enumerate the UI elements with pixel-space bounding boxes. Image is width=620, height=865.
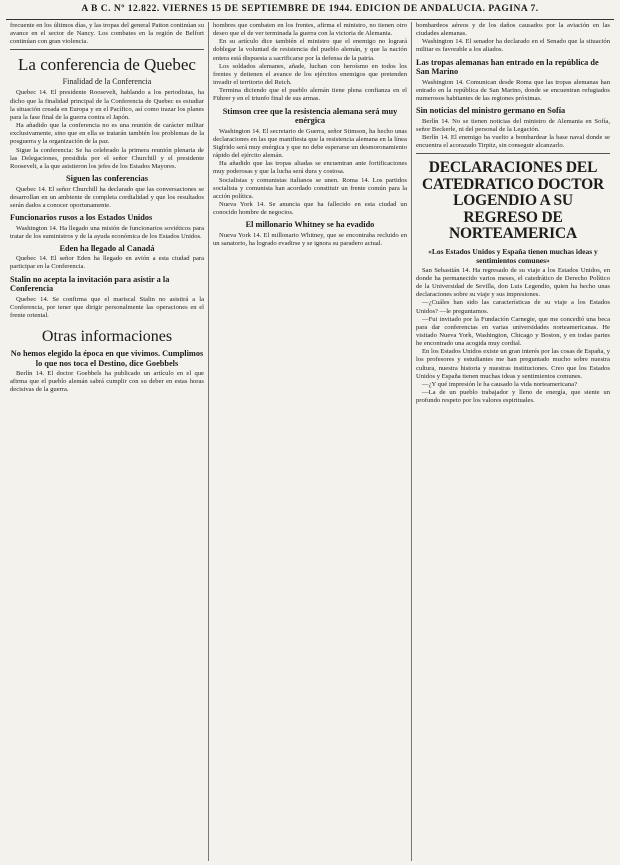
divider: [10, 49, 204, 50]
subheading-declaraciones: «Los Estados Unidos y España tienen muchas ideas y sentimientos comunes»: [428, 246, 598, 265]
paragraph: Socialistas y comunistas italianos se unen. Roma 14. Los partidos socialista y comunista han acordado constituir un frente común para la acción política.: [213, 176, 407, 200]
paragraph: Sigue la conferencia: Se ha celebrado la primera reunión plenaria de las Delegaciones, presidida por el señor Churchill y el presidente Roosevelt, a la que asistieron los jefes de los Estados Mayores.: [10, 146, 204, 170]
columns: [6, 22, 614, 861]
paragraph: —Fui invitado por la Fundación Carnegie, que me concedió una beca para dar conferencias en varias universidades norteamericanas. He visitado Nueva York, Washington, Chicago y Boston, y en todas partes he encontrado una acogida muy cordial.: [416, 315, 610, 348]
paragraph: Washington 14. Ha llegado una misión de funcionarios soviéticos para tratar de los suministros y de la ayuda económica de los Estados Unidos.: [10, 224, 204, 240]
page-header: A B C. Nº 12.822. VIERNES 15 DE SEPTIEMBRE DE 1944. EDICION DE ANDALUCIA. PAGINA 7.: [6, 4, 614, 20]
divider: [416, 153, 610, 154]
paragraph: frecuente en los últimos días, y las tropas del general Patton continúan su avance en el sector de Nancy. Los combates en la región de Belfort continúan con gran violencia.: [10, 22, 204, 46]
subheading-goebbels: No hemos elegido la época en que vivimos. Cumplimos lo que nos toca el Destino, dice Goebbels: [10, 349, 204, 368]
paragraph: San Sebastián 14. Ha regresado de su viaje a los Estados Unidos, en donde ha permanecido varios meses, el catedrático de Derecho Político de la Universidad de Sevilla, don Luis Legendio, quien ha hecho unas declaraciones sobre su viaje y sus impresiones.: [416, 266, 610, 299]
paragraph: —La de un pueblo trabajador y lleno de energía, que siente un profundo respeto por los valores espirituales.: [416, 389, 610, 405]
headline-declaraciones: DECLARACIONES DEL CATEDRATICO DOCTOR LOGENDIO A SU REGRESO DE NORTEAMERICA: [422, 159, 604, 243]
headline-quebec: La conferencia de Quebec: [18, 55, 196, 75]
column-3: [412, 22, 614, 861]
heading-whitney: El millonario Whitney se ha evadido: [245, 220, 375, 230]
paragraph: Nueva York 14. Se anuncia que ha fallecido en esta ciudad un conocido hombre de negocios.: [213, 200, 407, 217]
paragraph: Washington 14. El senador ha declarado en el Senado que la situación militar es favorable a los aliados.: [416, 38, 610, 54]
paragraph: Quebec 14. El presidente Roosevelt, hablando a los periodistas, ha dicho que la finalidad principal de la Conferencia de Quebec es estudiar la situación creada en Europa y en el Pacífico, así como trazar los planes para la fase final de la guerra contra el Japón.: [10, 89, 204, 121]
heading-stimson: Stimson cree que la resistencia alemana será muy enérgica: [222, 106, 398, 126]
paragraph: Los soldados alemanes, añade, luchan con heroísmo en todos los frentes y detienen el avance de los ejércitos enemigos que pretenden invadir el territorio del Reich.: [213, 62, 407, 87]
paragraph: Berlín 14. El doctor Goebbels ha publicado un artículo en el que afirma que el pueblo alemán sabrá cumplir con su deber en estas horas decisivas de la guerra.: [10, 370, 204, 394]
paragraph: hombres que combaten en los frentes, afirma el ministro, no tienen otro deseo que el de ver terminada la guerra con la victoria de Alemania.: [213, 22, 407, 38]
paragraph: Washington 14. El secretario de Guerra, señor Stimson, ha hecho unas declaraciones en las que manifiesta que la resistencia alemana en la línea Sigfrido será muy enérgica y que no debe esperarse un desmoronamiento rápido del ejército alemán.: [213, 127, 407, 160]
paragraph: —¿Y qué impresión le ha causado la vida norteamericana?: [422, 380, 578, 388]
column-2: [209, 22, 412, 861]
paragraph: —¿Cuáles han sido las características de su viaje a los Estados Unidos? —le preguntamos.: [416, 299, 610, 315]
paragraph: Quebec 14. El señor Eden ha llegado en avión a esta ciudad para participar en la Conferencia.: [10, 255, 204, 271]
headline-otras: Otras informaciones: [41, 328, 173, 346]
paragraph: En los Estados Unidos existe un gran interés por las cosas de España, y los profesores y estudiantes me han preguntado mucho sobre nuestra cultura, nuestra historia y nuestras instituciones. Creo que los Estados Unidos y España tienen muchas ideas y sentimientos comunes.: [416, 348, 610, 380]
subheading-quebec: Finalidad de la Conferencia: [62, 77, 152, 87]
paragraph: Berlín 14. El enemigo ha vuelto a bombardear la base naval donde se encuentra el acorazado Tirpitz, sin conseguir alcanzarlo.: [416, 133, 610, 150]
paragraph: Quebec 14. Se confirma que el mariscal Stalin no asistirá a la Conferencia, por tener que dirigir personalmente las operaciones en el frente oriental.: [10, 295, 204, 319]
heading-san-marino: Las tropas alemanas han entrado en la república de San Marino: [416, 57, 599, 77]
paragraph: Berlín 14. No se tienen noticias del ministro de Alemania en Sofía, señor Beckerle, ni del personal de la Legación.: [416, 117, 610, 133]
paragraph: Nueva York 14. El millonario Whitney, que se encontraba recluido en un sanatorio, ha logrado evadirse y se ignora su paradero actual.: [213, 231, 407, 247]
heading-siguen: Siguen las conferencias: [66, 174, 148, 184]
heading-sofia: Sin noticias del ministro germano en Sofía: [416, 106, 566, 116]
paragraph: bombardeos aéreos y de los daños causados por la aviación en las ciudades alemanas.: [416, 22, 610, 38]
paragraph: Quebec 14. El señor Churchill ha declarado que las conversaciones se desarrollan en un ambiente de completa cordialidad y que los resultados serán dados a conocer oportunamente.: [10, 185, 204, 209]
heading-stalin: Stalin no acepta la invitación para asistir a la Conferencia: [10, 274, 170, 294]
paragraph: Termina diciendo que el pueblo alemán tiene plena confianza en el Führer y en el triunfo final de sus armas.: [213, 87, 407, 103]
heading-funcionarios: Funcionarios rusos a los Estados Unidos: [10, 213, 153, 222]
column-1: [6, 22, 209, 861]
paragraph: Ha añadido que la conferencia no es una reunión de carácter militar exclusivamente, sino que en ella se tratarán también los problemas de la posguerra y la organización de la paz.: [10, 122, 204, 146]
paragraph: Ha añadido que las tropas aliadas se encuentran ante fortificaciones muy poderosas y que la lucha será dura y costosa.: [213, 160, 407, 176]
heading-eden: Eden ha llegado al Canadá: [59, 243, 155, 253]
paragraph: En su artículo dice también el ministro que el enemigo no logrará doblegar la voluntad de resistencia del pueblo alemán, y que la nación entera está dispuesta a sacrificarse por la defensa de la patria.: [213, 38, 407, 62]
newspaper-page: [6, 4, 614, 861]
paragraph: Washington 14. Comunican desde Roma que las tropas alemanas han entrado en la república de San Marino, donde se encuentran refugiados numerosos habitantes de las regiones próximas.: [416, 78, 610, 102]
